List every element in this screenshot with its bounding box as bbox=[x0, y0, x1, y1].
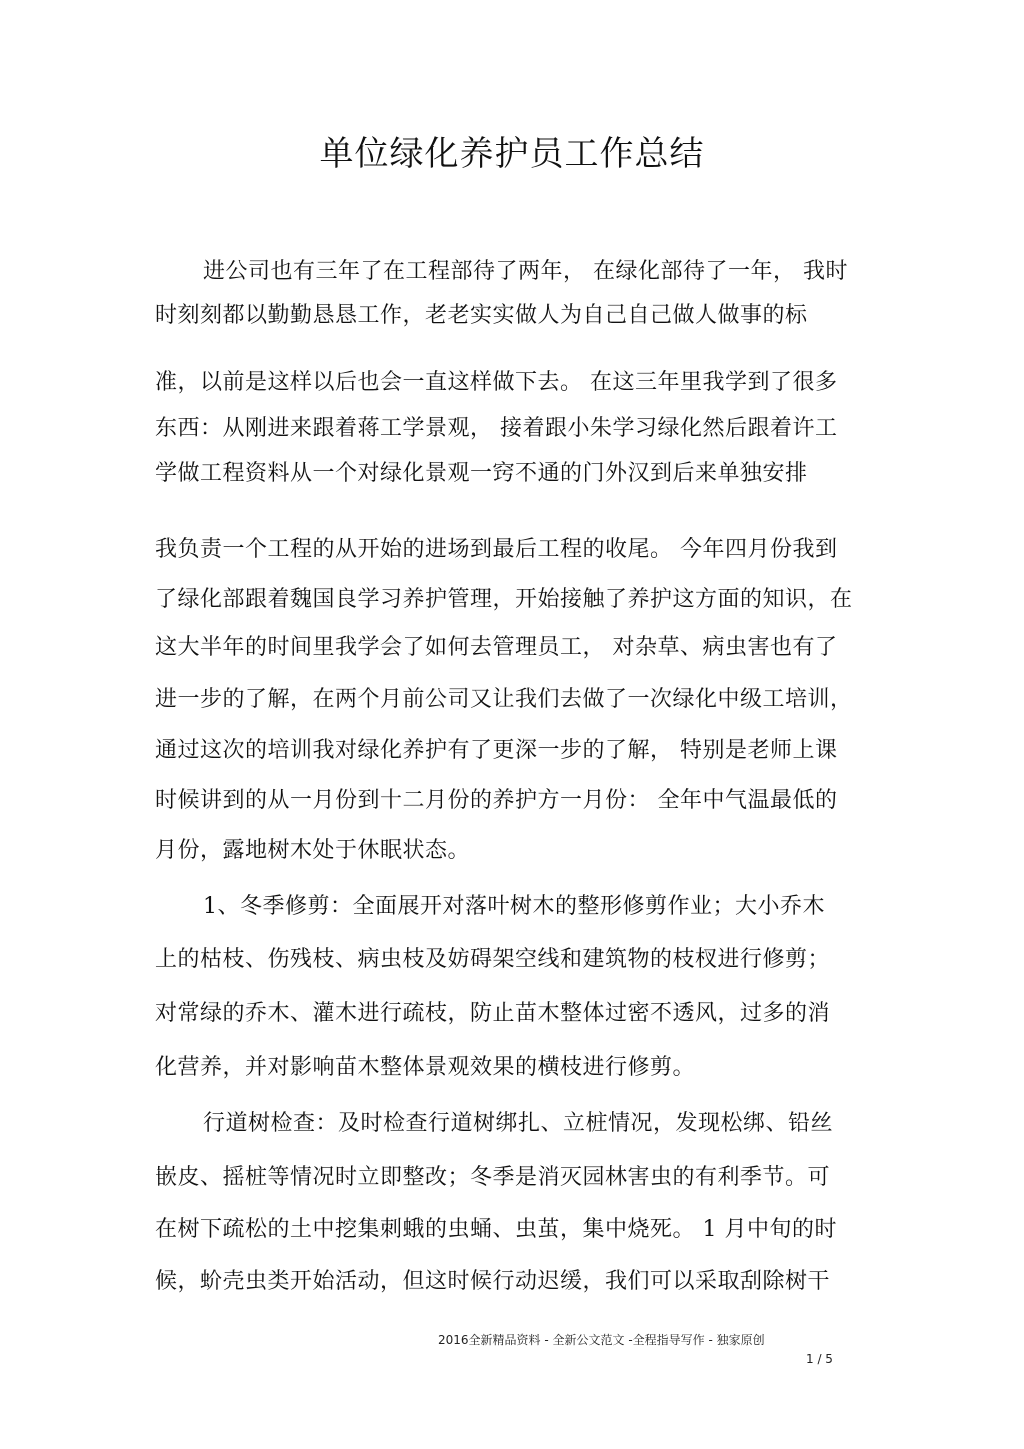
paragraph-line: 我负责一个工程的从开始的进场到最后工程的收尾。 今年四月份我到 bbox=[155, 537, 838, 562]
paragraph-line: 行道树检查：及时检查行道树绑扎、立桩情况，发现松绑、铅丝 bbox=[203, 1111, 834, 1136]
paragraph-line: 化营养，并对影响苗木整体景观效果的横枝进行修剪。 bbox=[155, 1055, 696, 1080]
paragraph-line: 进一步的了解，在两个月前公司又让我们去做了一次绿化中级工培训， bbox=[155, 687, 853, 712]
paragraph-line: 了绿化部跟着魏国良学习养护管理，开始接触了养护这方面的知识，在 bbox=[155, 587, 853, 612]
paragraph-line: 在树下疏松的土中挖集刺蛾的虫蛹、虫茧，集中烧死。 1 月中旬的时 bbox=[155, 1217, 837, 1242]
paragraph-line: 时刻刻都以勤勤恳恳工作，老老实实做人为自己自己做人做事的标 bbox=[155, 303, 808, 328]
paragraph-line: 候，蚧壳虫类开始活动，但这时候行动迟缓，我们可以采取刮除树干 bbox=[155, 1269, 831, 1294]
paragraph-line: 东西：从刚进来跟着蒋工学景观， 接着跟小朱学习绿化然后跟着许工 bbox=[155, 416, 838, 441]
paragraph-line: 进公司也有三年了在工程部待了两年， 在绿化部待了一年， 我时 bbox=[203, 259, 848, 284]
document-title: 单位绿化养护员工作总结 bbox=[319, 134, 705, 174]
page-number: 1 / 5 bbox=[806, 1352, 833, 1366]
paragraph-line: 时候讲到的从一月份到十二月份的养护方一月份： 全年中气温最低的 bbox=[155, 788, 838, 813]
paragraph-line: 上的枯枝、伤残枝、病虫枝及妨碍架空线和建筑物的枝杈进行修剪； bbox=[155, 947, 831, 972]
paragraph-line: 对常绿的乔木、灌木进行疏枝，防止苗木整体过密不透风，过多的消 bbox=[155, 1001, 831, 1026]
paragraph-line: 准，以前是这样以后也会一直这样做下去。 在这三年里我学到了很多 bbox=[155, 370, 838, 395]
paragraph-line: 月份，露地树木处于休眠状态。 bbox=[155, 838, 471, 863]
footer-text: 2016全新精品资料 - 全新公文范文 -全程指导写作 - 独家原创 bbox=[438, 1333, 765, 1347]
paragraph-line: 这大半年的时间里我学会了如何去管理员工， 对杂草、病虫害也有了 bbox=[155, 635, 838, 660]
paragraph-line: 嵌皮、摇桩等情况时立即整改；冬季是消灭园林害虫的有利季节。可 bbox=[155, 1165, 831, 1190]
paragraph-line: 学做工程资料从一个对绿化景观一窍不通的门外汉到后来单独安排 bbox=[155, 461, 808, 486]
paragraph-line: 1、冬季修剪：全面展开对落叶树木的整形修剪作业；大小乔木 bbox=[203, 894, 825, 919]
paragraph-line: 通过这次的培训我对绿化养护有了更深一步的了解， 特别是老师上课 bbox=[155, 738, 838, 763]
